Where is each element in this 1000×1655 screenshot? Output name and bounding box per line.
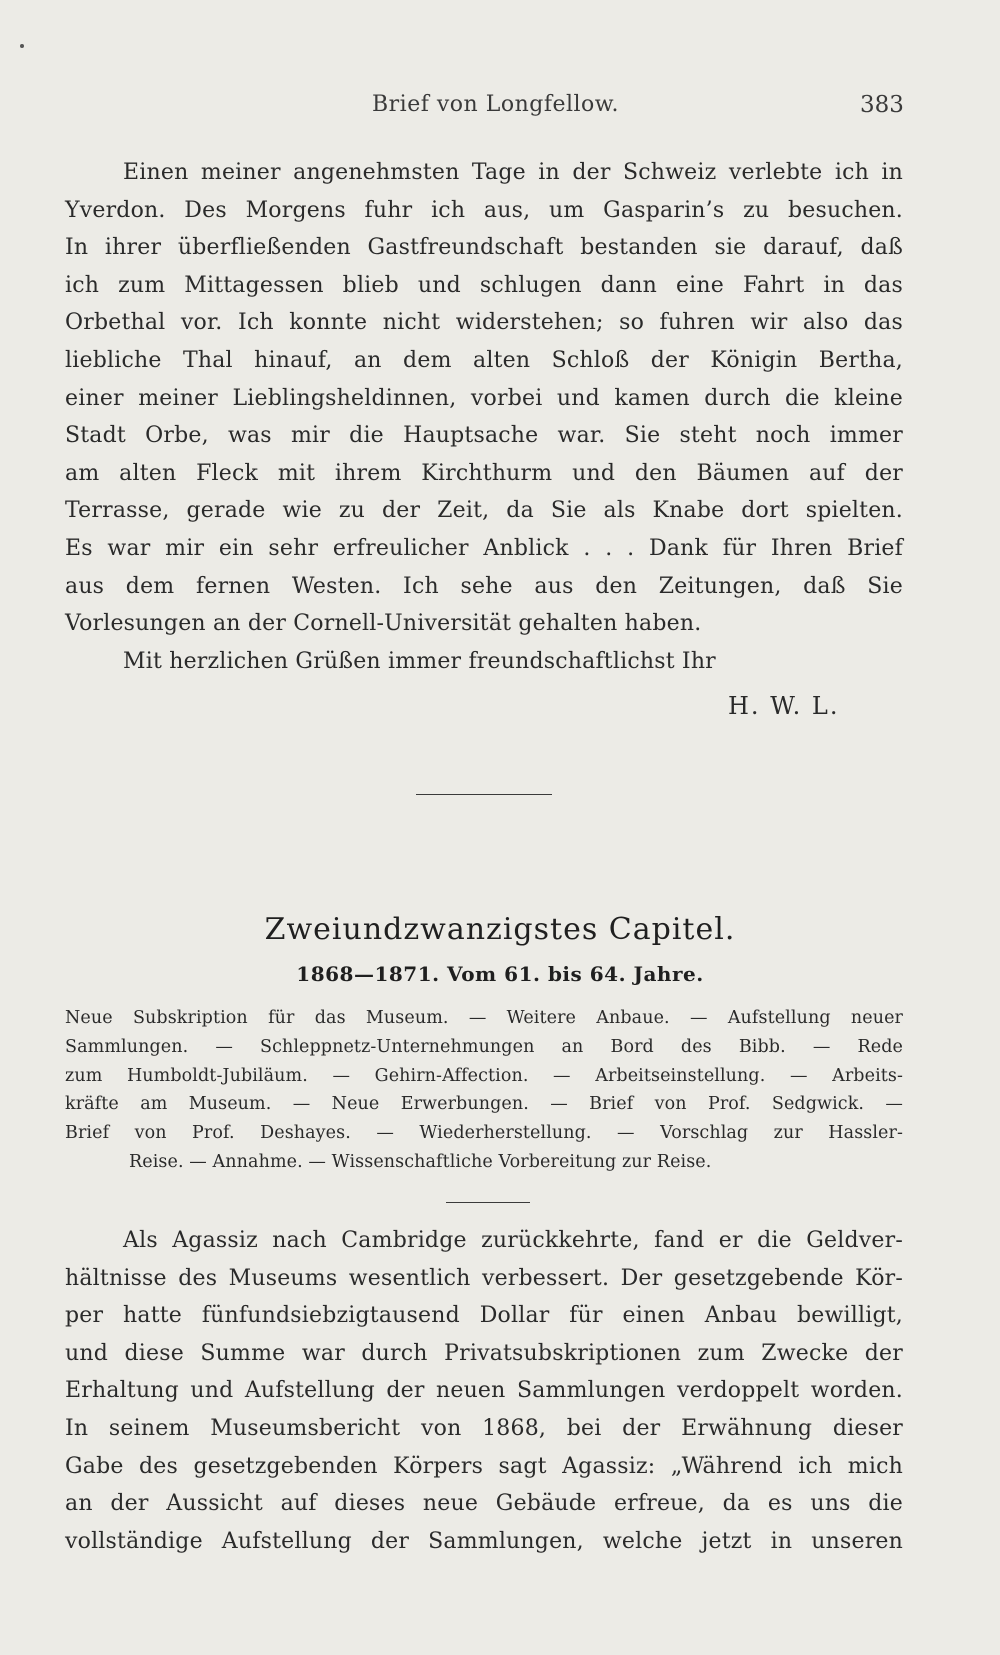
- text-line: liebliche Thal hinauf, an dem alten Schloß der Königin Bertha,: [65, 347, 903, 373]
- chapter-summary: [65, 1004, 903, 1177]
- text-line: hältnisse des Museums wesentlich verbessert. Der gesetzgebende Kör-: [65, 1265, 903, 1291]
- summary-line: Sammlungen. — Schleppnetz-Unternehmungen an Bord des Bibb. — Rede: [65, 1036, 903, 1057]
- text-line: am alten Fleck mit ihrem Kirchthurm und den Bäumen auf der: [65, 460, 903, 486]
- letter-signature: H. W. L.: [728, 692, 840, 720]
- text-line: ich zum Mittagessen blieb und schlugen dann eine Fahrt in das: [65, 272, 903, 298]
- body-text: [65, 1222, 903, 1560]
- section-divider: [416, 794, 552, 795]
- chapter-title: Zweiundzwanzigstes Capitel.: [264, 912, 736, 947]
- letter-text: [65, 154, 903, 680]
- text-line: In ihrer überfließenden Gastfreundschaft bestanden sie darauf, daß: [65, 235, 903, 261]
- text-line: per hatte fünfundsiebzigtausend Dollar für einen Anbau bewilligt,: [65, 1303, 903, 1329]
- text-line: Terrasse, gerade wie zu der Zeit, da Sie als Knabe dort spielten.: [65, 498, 903, 524]
- running-head: [0, 92, 1000, 126]
- text-line: an der Aussicht auf dieses neue Gebäude erfreue, da es uns die: [65, 1491, 903, 1517]
- running-title: Brief von Longfellow.: [372, 92, 620, 117]
- page-number: 383: [860, 92, 904, 118]
- text-line: Als Agassiz nach Cambridge zurückkehrte, fand er die Geldver-: [123, 1228, 903, 1253]
- chapter-subtitle: 1868—1871. Vom 61. bis 64. Jahre.: [296, 962, 704, 986]
- text-line: Gabe des gesetzgebenden Körpers sagt Agassiz: „Während ich mich: [65, 1453, 903, 1479]
- text-line: Stadt Orbe, was mir die Hauptsache war. Sie steht noch immer: [65, 423, 903, 449]
- summary-line: Brief von Prof. Deshayes. — Wiederherstellung. — Vorschlag zur Hassler-: [65, 1123, 903, 1144]
- text-line: Es war mir ein sehr erfreulicher Anblick . . . Dank für Ihren Brief: [65, 535, 903, 561]
- summary-line: Reise. — Annahme. — Wissenschaftliche Vorbereitung zur Reise.: [129, 1151, 712, 1172]
- summary-line: Neue Subskription für das Museum. — Weitere Anbaue. — Aufstellung neuer: [65, 1008, 903, 1028]
- page-speck: [20, 44, 24, 48]
- text-line: Vorlesungen an der Cornell-Universität gehalten haben.: [65, 611, 702, 637]
- text-line: Mit herzlichen Grüßen immer freundschaftlichst Ihr: [123, 648, 716, 674]
- text-line: und diese Summe war durch Privatsubskriptionen zum Zwecke der: [65, 1340, 903, 1366]
- text-line: In seinem Museumsbericht von 1868, bei der Erwähnung dieser: [65, 1415, 903, 1441]
- summary-divider: [446, 1202, 530, 1203]
- summary-line: zum Humboldt-Jubiläum. — Gehirn-Affection. — Arbeitseinstellung. — Arbeits-: [65, 1065, 903, 1086]
- summary-line: kräfte am Museum. — Neue Erwerbungen. — Brief von Prof. Sedgwick. —: [65, 1094, 903, 1115]
- text-line: Yverdon. Des Morgens fuhr ich aus, um Gasparin’s zu besuchen.: [65, 197, 903, 223]
- text-line: einer meiner Lieblingsheldinnen, vorbei und kamen durch die kleine: [65, 385, 903, 411]
- text-line: Erhaltung und Aufstellung der neuen Sammlungen verdoppelt worden.: [65, 1378, 903, 1404]
- text-line: vollständige Aufstellung der Sammlungen, welche jetzt in unseren: [65, 1528, 903, 1554]
- text-line: aus dem fernen Westen. Ich sehe aus den Zeitungen, daß Sie: [65, 573, 903, 599]
- text-line: Orbethal vor. Ich konnte nicht widerstehen; so fuhren wir also das: [65, 310, 903, 336]
- text-line: Einen meiner angenehmsten Tage in der Schweiz verlebte ich in: [123, 160, 903, 185]
